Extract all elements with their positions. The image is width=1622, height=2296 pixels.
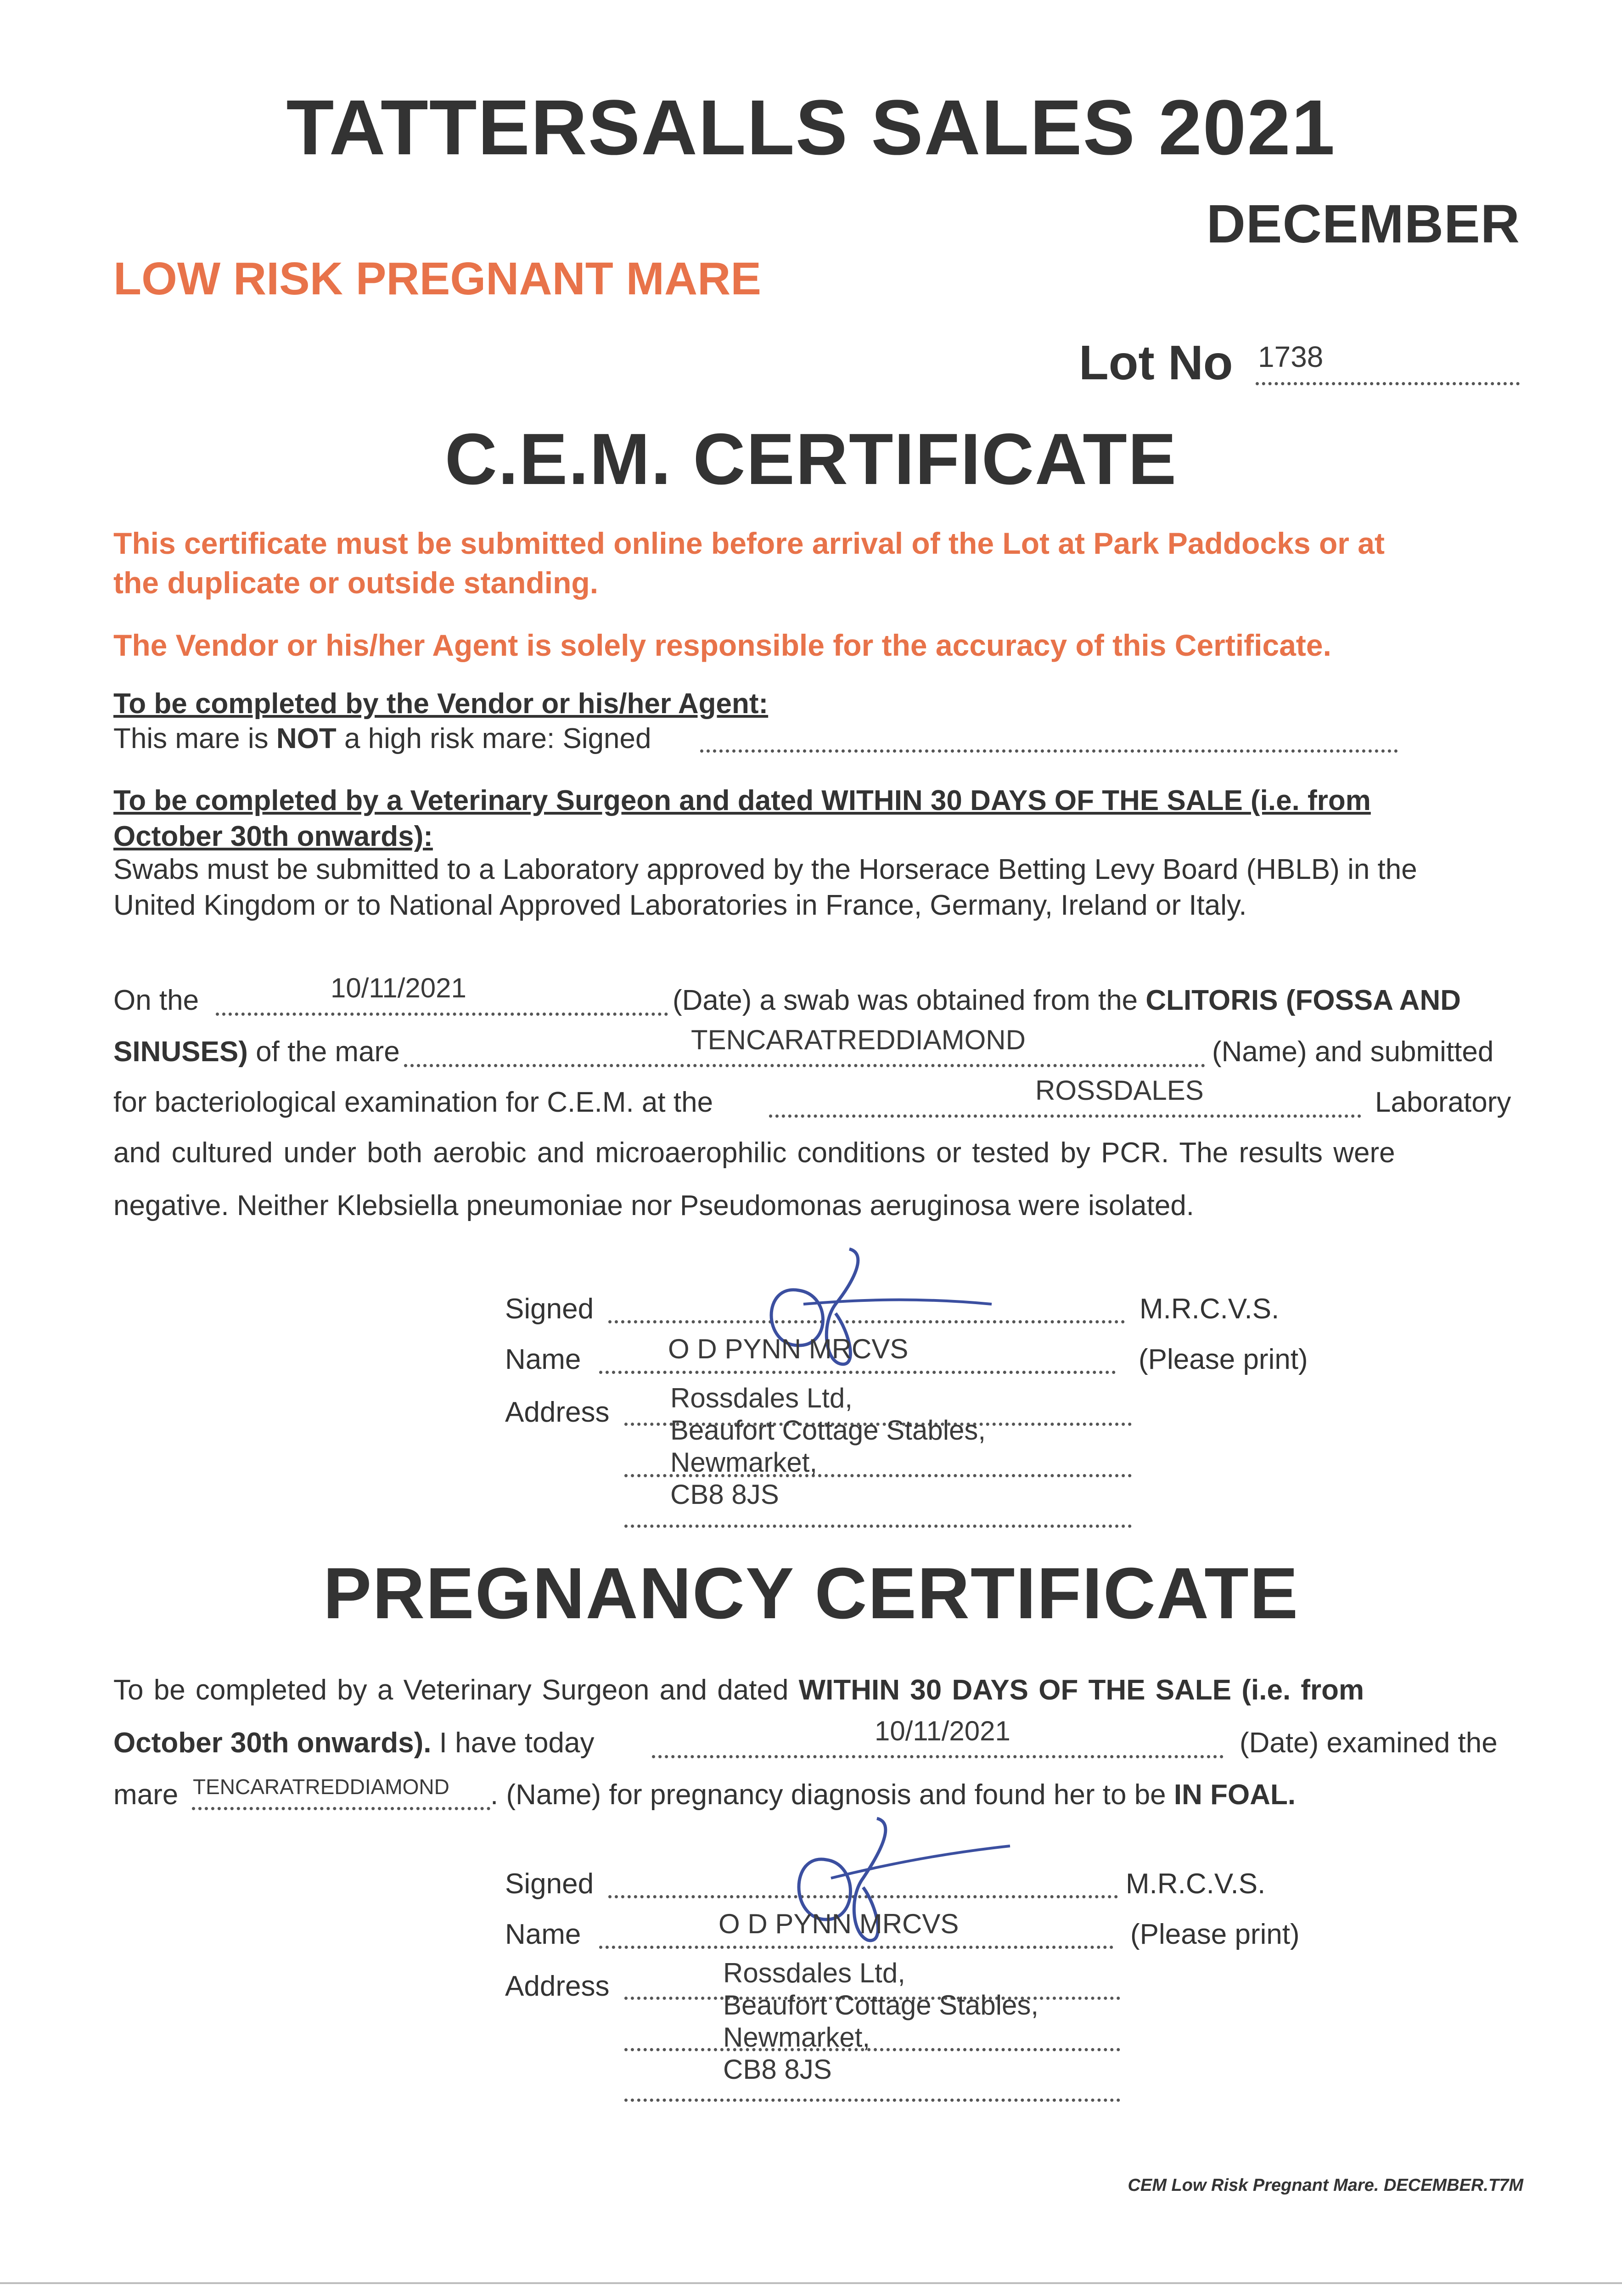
cem-certificate-title: C.E.M. CERTIFICATE [444, 419, 1178, 500]
submission-notice [113, 523, 1385, 602]
vet-section-heading [113, 783, 1371, 855]
vendor-section-heading: To be completed by the Vendor or his/her Agent: [113, 688, 769, 720]
bottom-divider [0, 2282, 1622, 2284]
cem-please-print: (Please print) [1139, 1344, 1308, 1375]
pregnancy-address-line-1: Rossdales Ltd, [723, 1958, 905, 1988]
sinuses-line [113, 1038, 400, 1066]
laboratory-field[interactable]: ROSSDALES [1035, 1075, 1204, 1106]
bacteriological-text: for bacteriological examination for C.E.M. at the [113, 1086, 713, 1118]
pregnancy-address-line-2: Beaufort Cottage Stables, [723, 1990, 1039, 2020]
lot-label: Lot No [1079, 336, 1233, 390]
of-the-mare: of the mare [247, 1036, 400, 1068]
pregnancy-please-print: (Please print) [1130, 1919, 1300, 1950]
vendor-declaration [113, 725, 651, 753]
vet-section-heading-line-2: October 30th onwards): [113, 821, 433, 852]
cem-signed-label: Signed [505, 1293, 594, 1325]
pregnancy-vet-name-field[interactable]: O D PYNN MRCVS [718, 1908, 959, 1939]
lot-number-field[interactable]: 1738 [1258, 340, 1324, 373]
pregnancy-line-2-a: I have today [431, 1727, 595, 1759]
pregnancy-line-2 [113, 1729, 594, 1757]
pregnancy-mrcvs-label: M.R.C.V.S. [1126, 1868, 1266, 1900]
swab-site-text-a: (Date) a swab was obtained from the [673, 985, 1146, 1016]
on-the-label: On the [113, 985, 199, 1016]
swab-site-text [673, 986, 1461, 1015]
pregnancy-name-label: Name [505, 1919, 581, 1950]
pregnancy-line-1 [113, 1676, 1364, 1705]
pregnancy-address-line-4: CB8 8JS [723, 2054, 832, 2085]
vendor-signature-line[interactable] [700, 749, 1398, 753]
laboratory-label: Laboratory [1375, 1086, 1511, 1118]
in-foal-text: IN FOAL. [1173, 1779, 1296, 1811]
pregnancy-line-3-a: mare [113, 1779, 179, 1811]
pregnancy-address-field[interactable] [723, 1957, 1038, 2086]
negative-result-text: negative. Neither Klebsiella pneumoniae nor Pseudomonas aeruginosa were isolated. [113, 1190, 1195, 1221]
cem-address-label: Address [505, 1396, 610, 1428]
mare-name-field[interactable]: TENCARATREDDIAMOND [691, 1024, 1026, 1055]
name-submitted-text: (Name) and submitted [1212, 1036, 1494, 1068]
submission-notice-line-1: This certificate must be submitted online before arrival of the Lot at Park Paddocks or at [113, 526, 1385, 560]
pregnancy-date-field[interactable]: 10/11/2021 [875, 1716, 1010, 1746]
cem-address-line-4: CB8 8JS [670, 1479, 779, 1510]
pregnancy-address-line-3: Newmarket, [723, 2022, 870, 2053]
cem-name-label: Name [505, 1344, 581, 1375]
certificate-category: LOW RISK PREGNANT MARE [113, 253, 762, 304]
vet-section-heading-line-1: To be completed by a Veterinary Surgeon and dated WITHIN 30 DAYS OF THE SALE (i.e. from [113, 785, 1371, 816]
swab-site-text-bold: CLITORIS (FOSSA AND [1145, 985, 1461, 1016]
cem-address-line-1: Rossdales Ltd, [670, 1383, 853, 1413]
cem-mrcvs-label: M.R.C.V.S. [1139, 1293, 1280, 1325]
sinuses-bold: SINUSES) [113, 1036, 248, 1068]
pregnancy-line-1-a: To be completed by a Veterinary Surgeon and dated [113, 1674, 799, 1706]
pregnancy-address-label: Address [505, 1970, 610, 2002]
sale-month: DECEMBER [1206, 194, 1520, 254]
submission-notice-line-2: the duplicate or outside standing. [113, 566, 599, 600]
pregnancy-certificate-title: PREGNANCY CERTIFICATE [323, 1553, 1299, 1634]
pregnancy-signed-label: Signed [505, 1868, 594, 1900]
cem-address-field[interactable] [670, 1382, 986, 1511]
document-title: TATTERSALLS SALES 2021 [286, 84, 1336, 171]
vendor-declaration-prefix: This mare is [113, 723, 276, 754]
swab-instructions-line-2: United Kingdom or to National Approved Laboratories in France, Germany, Ireland or Italy. [113, 889, 1247, 921]
accuracy-notice: The Vendor or his/her Agent is solely responsible for the accuracy of this Certificate. [113, 628, 1331, 662]
pregnancy-mare-name-field[interactable]: TENCARATREDDIAMOND [193, 1775, 449, 1799]
swab-instructions [113, 852, 1417, 923]
pregnancy-line-2-bold: October 30th onwards). [113, 1727, 432, 1759]
cem-address-line-3: Newmarket, [670, 1447, 818, 1478]
vendor-declaration-signed: a high risk mare: Signed [336, 723, 651, 754]
vendor-declaration-not: NOT [276, 723, 337, 754]
cem-vet-name-field[interactable]: O D PYNN MRCVS [668, 1334, 909, 1364]
swab-date-field[interactable]: 10/11/2021 [331, 973, 466, 1003]
swab-instructions-line-1: Swabs must be submitted to a Laboratory approved by the Horserace Betting Levy Board (HBLB) in the [113, 854, 1417, 885]
pregnancy-line-2-b: (Date) examined the [1240, 1727, 1498, 1759]
culture-text: and cultured under both aerobic and microaerophilic conditions or tested by PCR. The results were [113, 1137, 1395, 1169]
footer-reference: CEM Low Risk Pregnant Mare. DECEMBER.T7M [1128, 2176, 1523, 2195]
cem-address-line-2: Beaufort Cottage Stables, [670, 1415, 986, 1446]
pregnancy-line-1-bold: WITHIN 30 DAYS OF THE SALE (i.e. from [798, 1674, 1364, 1706]
pregnancy-line-3 [490, 1781, 1296, 1809]
pregnancy-line-3-b: . (Name) for pregnancy diagnosis and found her to be [490, 1779, 1174, 1811]
